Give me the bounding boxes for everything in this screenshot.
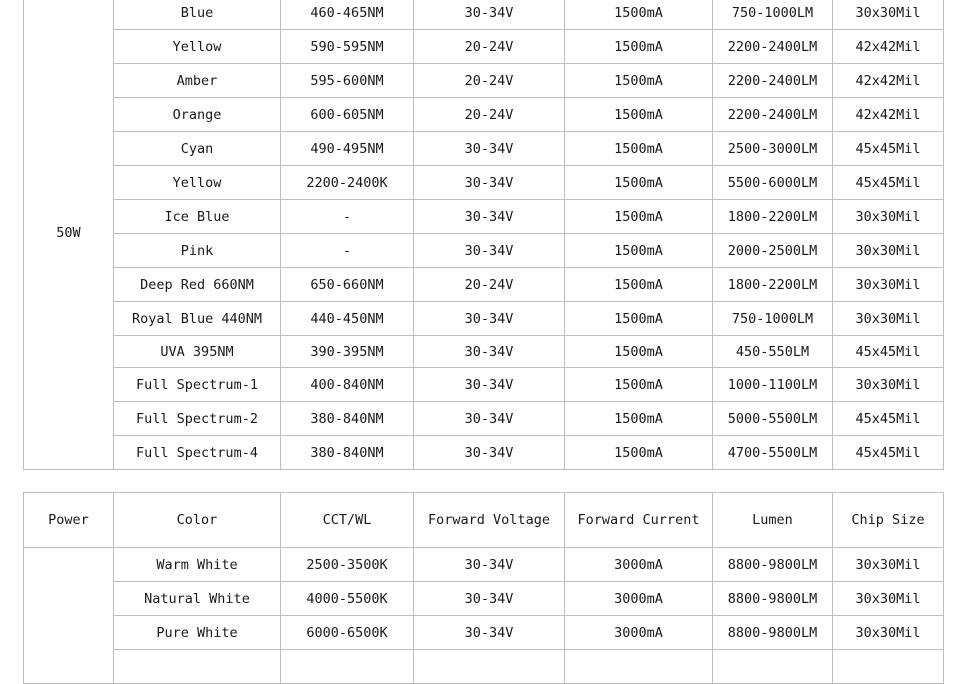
cell-lumen: 1800-2200LM — [713, 200, 833, 234]
cell-voltage: 30-34V — [414, 616, 565, 650]
cell-voltage: 20-24V — [414, 64, 565, 98]
cell-chip: 30x30Mil — [833, 0, 944, 30]
cell-lumen: 8800-9800LM — [713, 616, 833, 650]
header-current: Forward Current — [565, 493, 713, 548]
cell-cct: 6000-6500K — [281, 616, 414, 650]
table-row — [24, 402, 944, 436]
cell-cct: 590-595NM — [281, 30, 414, 64]
table-row — [24, 64, 944, 98]
cell-current: 1500mA — [565, 200, 713, 234]
cell-current: 1500mA — [565, 166, 713, 200]
cell-color: Cyan — [114, 132, 281, 166]
cell-chip: 45x45Mil — [833, 166, 944, 200]
cell-empty — [281, 650, 414, 684]
cell-chip: 42x42Mil — [833, 30, 944, 64]
cell-chip: 30x30Mil — [833, 582, 944, 616]
cell-current: 1500mA — [565, 302, 713, 336]
cell-lumen: 2200-2400LM — [713, 30, 833, 64]
table-row — [24, 582, 944, 616]
cell-cct: 400-840NM — [281, 368, 414, 402]
cell-lumen: 5000-5500LM — [713, 402, 833, 436]
cell-color: Natural White — [114, 582, 281, 616]
table-row — [24, 234, 944, 268]
cell-color: Blue — [114, 0, 281, 30]
cell-lumen: 1000-1100LM — [713, 368, 833, 402]
cell-chip: 42x42Mil — [833, 64, 944, 98]
cell-lumen: 1800-2200LM — [713, 268, 833, 302]
cell-color: Full Spectrum-2 — [114, 402, 281, 436]
cell-current: 3000mA — [565, 582, 713, 616]
cell-current: 1500mA — [565, 402, 713, 436]
header-voltage: Forward Voltage — [414, 493, 565, 548]
cell-cct: 390-395NM — [281, 336, 414, 368]
table-header — [24, 493, 944, 548]
header-chip: Chip Size — [833, 493, 944, 548]
cell-voltage: 30-34V — [414, 132, 565, 166]
cell-chip: 30x30Mil — [833, 548, 944, 582]
cell-current: 1500mA — [565, 0, 713, 30]
table-row — [24, 98, 944, 132]
table-row — [24, 132, 944, 166]
cell-color: Pink — [114, 234, 281, 268]
cell-cct: - — [281, 200, 414, 234]
spec-table-body — [24, 0, 944, 470]
cell-voltage: 30-34V — [414, 302, 565, 336]
cell-voltage: 30-34V — [414, 548, 565, 582]
cell-current: 1500mA — [565, 98, 713, 132]
table-row — [24, 616, 944, 650]
cell-lumen: 5500-6000LM — [713, 166, 833, 200]
cell-current: 1500mA — [565, 368, 713, 402]
cell-cct: 440-450NM — [281, 302, 414, 336]
cell-lumen: 2500-3000LM — [713, 132, 833, 166]
cell-chip: 30x30Mil — [833, 234, 944, 268]
cell-color: Royal Blue 440NM — [114, 302, 281, 336]
cell-cct: 595-600NM — [281, 64, 414, 98]
cell-current: 1500mA — [565, 64, 713, 98]
cell-current: 1500mA — [565, 336, 713, 368]
cell-color: Ice Blue — [114, 200, 281, 234]
cell-lumen: 8800-9800LM — [713, 582, 833, 616]
table-row — [24, 650, 944, 684]
cell-chip: 30x30Mil — [833, 368, 944, 402]
cell-color: UVA 395NM — [114, 336, 281, 368]
cell-voltage: 20-24V — [414, 30, 565, 64]
cell-color: Orange — [114, 98, 281, 132]
cell-voltage: 30-34V — [414, 200, 565, 234]
cell-current: 1500mA — [565, 234, 713, 268]
table-row — [24, 30, 944, 64]
cell-chip: 42x42Mil — [833, 98, 944, 132]
cell-chip: 45x45Mil — [833, 436, 944, 470]
cell-lumen: 4700-5500LM — [713, 436, 833, 470]
cell-chip: 45x45Mil — [833, 402, 944, 436]
table-row — [24, 268, 944, 302]
cell-color: Deep Red 660NM — [114, 268, 281, 302]
cell-current: 1500mA — [565, 268, 713, 302]
table-row — [24, 548, 944, 582]
table-row — [24, 302, 944, 336]
cell-color: Yellow — [114, 166, 281, 200]
cell-cct: 600-605NM — [281, 98, 414, 132]
cell-color: Warm White — [114, 548, 281, 582]
cell-cct: 490-495NM — [281, 132, 414, 166]
table-row — [24, 0, 944, 30]
table-row — [24, 200, 944, 234]
cell-empty — [833, 650, 944, 684]
cell-color: Yellow — [114, 30, 281, 64]
cell-voltage: 30-34V — [414, 234, 565, 268]
cell-cct: 380-840NM — [281, 436, 414, 470]
cell-chip: 30x30Mil — [833, 302, 944, 336]
cell-color: Full Spectrum-1 — [114, 368, 281, 402]
cell-lumen: 450-550LM — [713, 336, 833, 368]
cell-lumen: 2200-2400LM — [713, 98, 833, 132]
cell-empty — [565, 650, 713, 684]
cell-cct: - — [281, 234, 414, 268]
header-power: Power — [24, 493, 114, 548]
cell-cct: 460-465NM — [281, 0, 414, 30]
spec-table-50w — [23, 0, 944, 470]
header-cct: CCT/WL — [281, 493, 414, 548]
cell-current: 1500mA — [565, 132, 713, 166]
cell-voltage: 30-34V — [414, 166, 565, 200]
cell-chip: 30x30Mil — [833, 200, 944, 234]
cell-empty — [713, 650, 833, 684]
table-row — [24, 436, 944, 470]
cell-lumen: 750-1000LM — [713, 0, 833, 30]
cell-cct: 2200-2400K — [281, 166, 414, 200]
table-row — [24, 336, 944, 368]
cell-chip: 30x30Mil — [833, 268, 944, 302]
cell-cct: 2500-3500K — [281, 548, 414, 582]
cell-voltage: 20-24V — [414, 98, 565, 132]
table-row — [24, 166, 944, 200]
cell-voltage: 30-34V — [414, 436, 565, 470]
power-cell: 50W — [24, 0, 114, 470]
cell-chip: 45x45Mil — [833, 132, 944, 166]
cell-voltage: 30-34V — [414, 336, 565, 368]
cell-current: 1500mA — [565, 30, 713, 64]
cell-current: 1500mA — [565, 436, 713, 470]
cell-color: Amber — [114, 64, 281, 98]
header-lumen: Lumen — [713, 493, 833, 548]
cell-current: 3000mA — [565, 616, 713, 650]
cell-lumen: 8800-9800LM — [713, 548, 833, 582]
cell-voltage: 20-24V — [414, 268, 565, 302]
spec-table-body — [24, 548, 944, 684]
header-color: Color — [114, 493, 281, 548]
cell-lumen: 2200-2400LM — [713, 64, 833, 98]
cell-current: 3000mA — [565, 548, 713, 582]
cell-voltage: 30-34V — [414, 368, 565, 402]
cell-cct: 4000-5500K — [281, 582, 414, 616]
cell-empty — [414, 650, 565, 684]
cell-voltage: 30-34V — [414, 0, 565, 30]
cell-lumen: 2000-2500LM — [713, 234, 833, 268]
spec-table-next — [23, 492, 944, 684]
cell-cct: 380-840NM — [281, 402, 414, 436]
cell-cct: 650-660NM — [281, 268, 414, 302]
table-row — [24, 368, 944, 402]
cell-voltage: 30-34V — [414, 402, 565, 436]
cell-empty — [114, 650, 281, 684]
power-cell — [24, 548, 114, 684]
cell-color: Full Spectrum-4 — [114, 436, 281, 470]
cell-color: Pure White — [114, 616, 281, 650]
cell-chip: 30x30Mil — [833, 616, 944, 650]
cell-voltage: 30-34V — [414, 582, 565, 616]
header-row — [24, 493, 944, 548]
cell-lumen: 750-1000LM — [713, 302, 833, 336]
cell-chip: 45x45Mil — [833, 336, 944, 368]
